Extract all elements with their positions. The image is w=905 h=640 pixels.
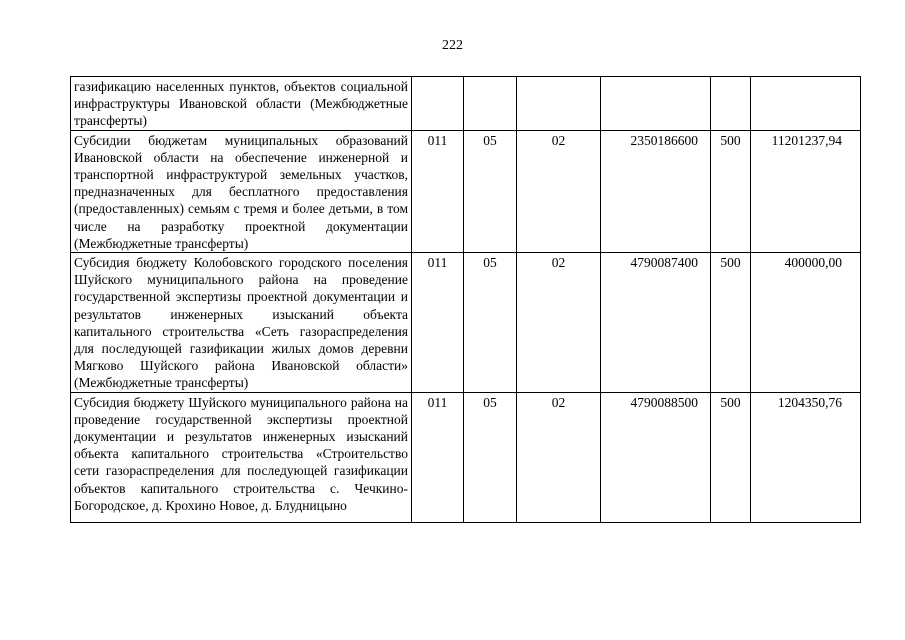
table-row <box>71 130 861 252</box>
table-row <box>71 392 861 522</box>
ministry-code: 011 <box>412 253 464 393</box>
subsection-code: 02 <box>517 392 601 522</box>
target-article-code: 2350186600 <box>601 130 711 252</box>
amount-value <box>751 77 861 131</box>
row-description: Субсидия бюджету Колобовского городского поселения Шуйского муниципального района на проведение государственной экспертизы проектной документации и результатов инженерных изысканий объекта капитального строительства «Сеть газораспределения для последующей газификации жилых домов деревни Мягково Шуйского района Ивановской области» (Межбюджетные трансферты) <box>71 253 412 393</box>
table-row <box>71 77 861 131</box>
budget-table <box>70 76 861 523</box>
subsection-code: 02 <box>517 130 601 252</box>
amount-value: 400000,00 <box>751 253 861 393</box>
table-row <box>71 253 861 393</box>
target-article-code <box>601 77 711 131</box>
row-description: газификацию населенных пунктов, объектов социальной инфраструктуры Ивановской области (Межбюджетные трансферты) <box>71 77 412 131</box>
expense-type-code <box>711 77 751 131</box>
ministry-code: 011 <box>412 130 464 252</box>
amount-value: 1204350,76 <box>751 392 861 522</box>
expense-type-code: 500 <box>711 392 751 522</box>
expense-type-code: 500 <box>711 130 751 252</box>
expense-type-code: 500 <box>711 253 751 393</box>
ministry-code <box>412 77 464 131</box>
section-code: 05 <box>464 392 517 522</box>
ministry-code: 011 <box>412 392 464 522</box>
row-description: Субсидии бюджетам муниципальных образований Ивановской области на обеспечение инженерной и транспортной инфраструктурой земельных участков, предназначенных для бесплатного предоставления (предоставленных) семьям с тремя и более детьми, в том числе на разработку проектной документации (Межбюджетные трансферты) <box>71 130 412 252</box>
subsection-code: 02 <box>517 253 601 393</box>
section-code: 05 <box>464 130 517 252</box>
section-code <box>464 77 517 131</box>
target-article-code: 4790087400 <box>601 253 711 393</box>
target-article-code: 4790088500 <box>601 392 711 522</box>
subsection-code <box>517 77 601 131</box>
page-number: 222 <box>442 38 463 53</box>
row-description: Субсидия бюджету Шуйского муниципального района на проведение государственной экспертизы проектной документации и результатов инженерных изысканий объекта капитального строительства «Строительство сети газораспределения для последующей газификации объектов капитального строительства с. Чечкино-Богородское, д. Крохино Новое, д. Блудницыно <box>71 392 412 522</box>
section-code: 05 <box>464 253 517 393</box>
amount-value: 11201237,94 <box>751 130 861 252</box>
